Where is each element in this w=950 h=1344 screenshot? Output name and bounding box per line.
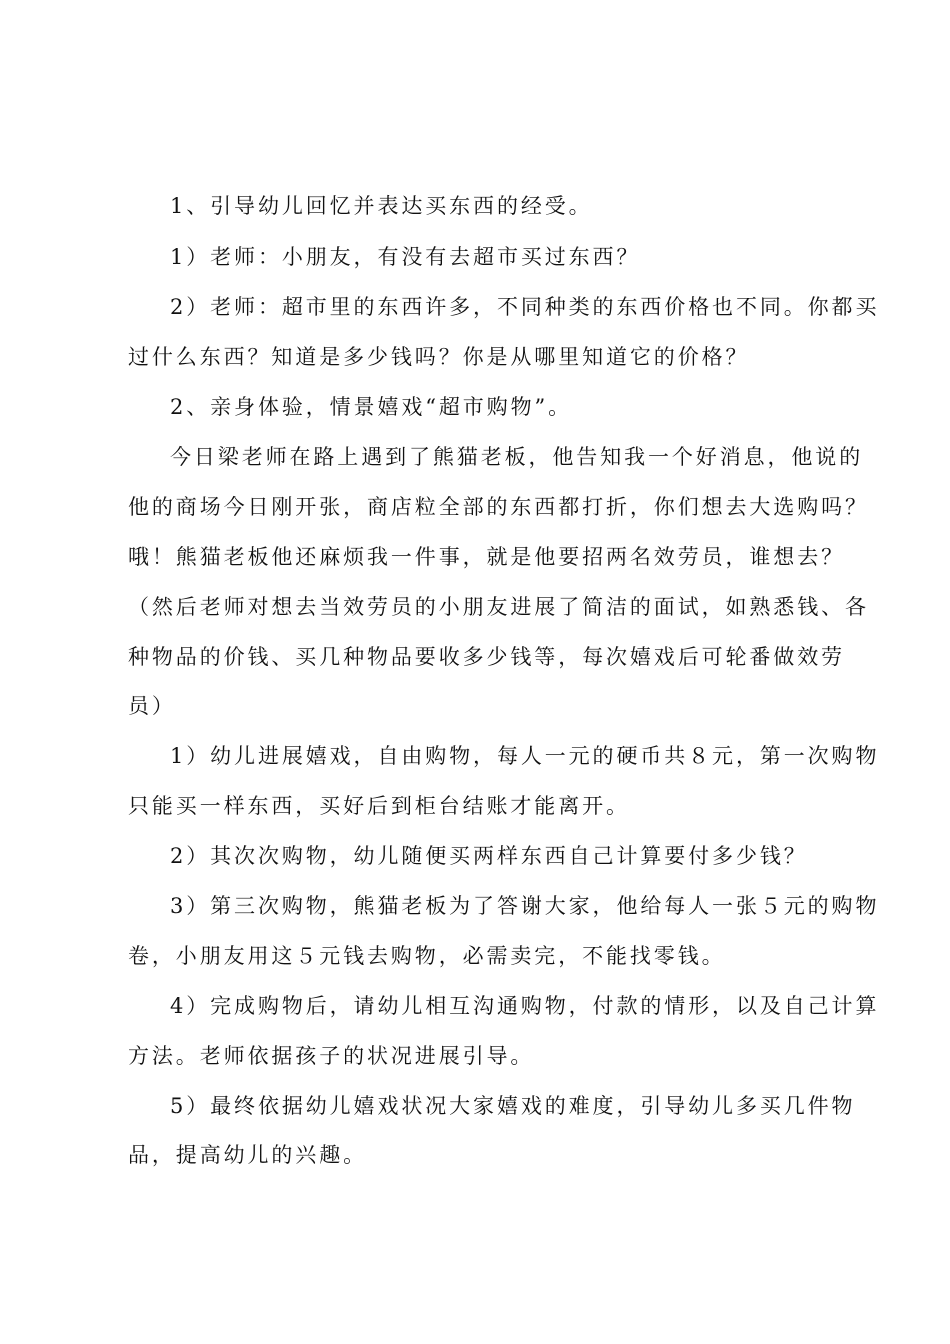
text-line: 4）完成购物后，请幼儿相互沟通购物，付款的情形，以及自己计算: [170, 994, 880, 1018]
text-line: 卷，小朋友用这５元钱去购物，必需卖完，不能找零钱。: [128, 944, 726, 968]
text-line: 1）老师：小朋友，有没有去超市买过东西？: [170, 245, 641, 269]
text-line: 种物品的价钱、买几种物品要收多少钱等，每次嬉戏后可轮番做效劳: [128, 645, 845, 669]
text-line: 5）最终依据幼儿嬉戏状况大家嬉戏的难度，引导幼儿多买几件物: [170, 1094, 856, 1118]
text-line: 方法。老师依据孩子的状况进展引导。: [128, 1044, 535, 1068]
text-line: 2）老师：超市里的东西许多，不同种类的东西价格也不同。你都买: [170, 295, 880, 319]
text-line: （然后老师对想去当效劳员的小朋友进展了简洁的面试，如熟悉钱、各: [128, 595, 869, 619]
text-line: 员）: [128, 694, 176, 718]
text-line: 今日梁老师在路上遇到了熊猫老板，他告知我一个好消息，他说的: [170, 445, 864, 469]
text-line: 1、引导幼儿回忆并表达买东西的经受。: [170, 194, 593, 218]
text-line: 品，提高幼儿的兴趣。: [128, 1143, 367, 1167]
text-line: 过什么东西？知道是多少钱吗？你是从哪里知道它的价格？: [128, 345, 750, 369]
text-line: 只能买一样东西，买好后到柜台结账才能离开。: [128, 794, 630, 818]
text-line: 哦！熊猫老板他还麻烦我一件事，就是他要招两名效劳员，谁想去？: [128, 545, 845, 569]
text-line: 2、亲身体验，情景嬉戏“超市购物”。: [170, 395, 573, 419]
text-line: 他的商场今日刚开张，商店粒全部的东西都打折，你们想去大选购吗？: [128, 495, 869, 519]
text-line: 2）其次次购物，幼儿随便买两样东西自己计算要付多少钱？: [170, 844, 808, 868]
text-line: 3）第三次购物，熊猫老板为了答谢大家，他给每人一张５元的购物: [170, 894, 880, 918]
text-line: 1）幼儿进展嬉戏，自由购物，每人一元的硬币共８元，第一次购物: [170, 744, 880, 768]
